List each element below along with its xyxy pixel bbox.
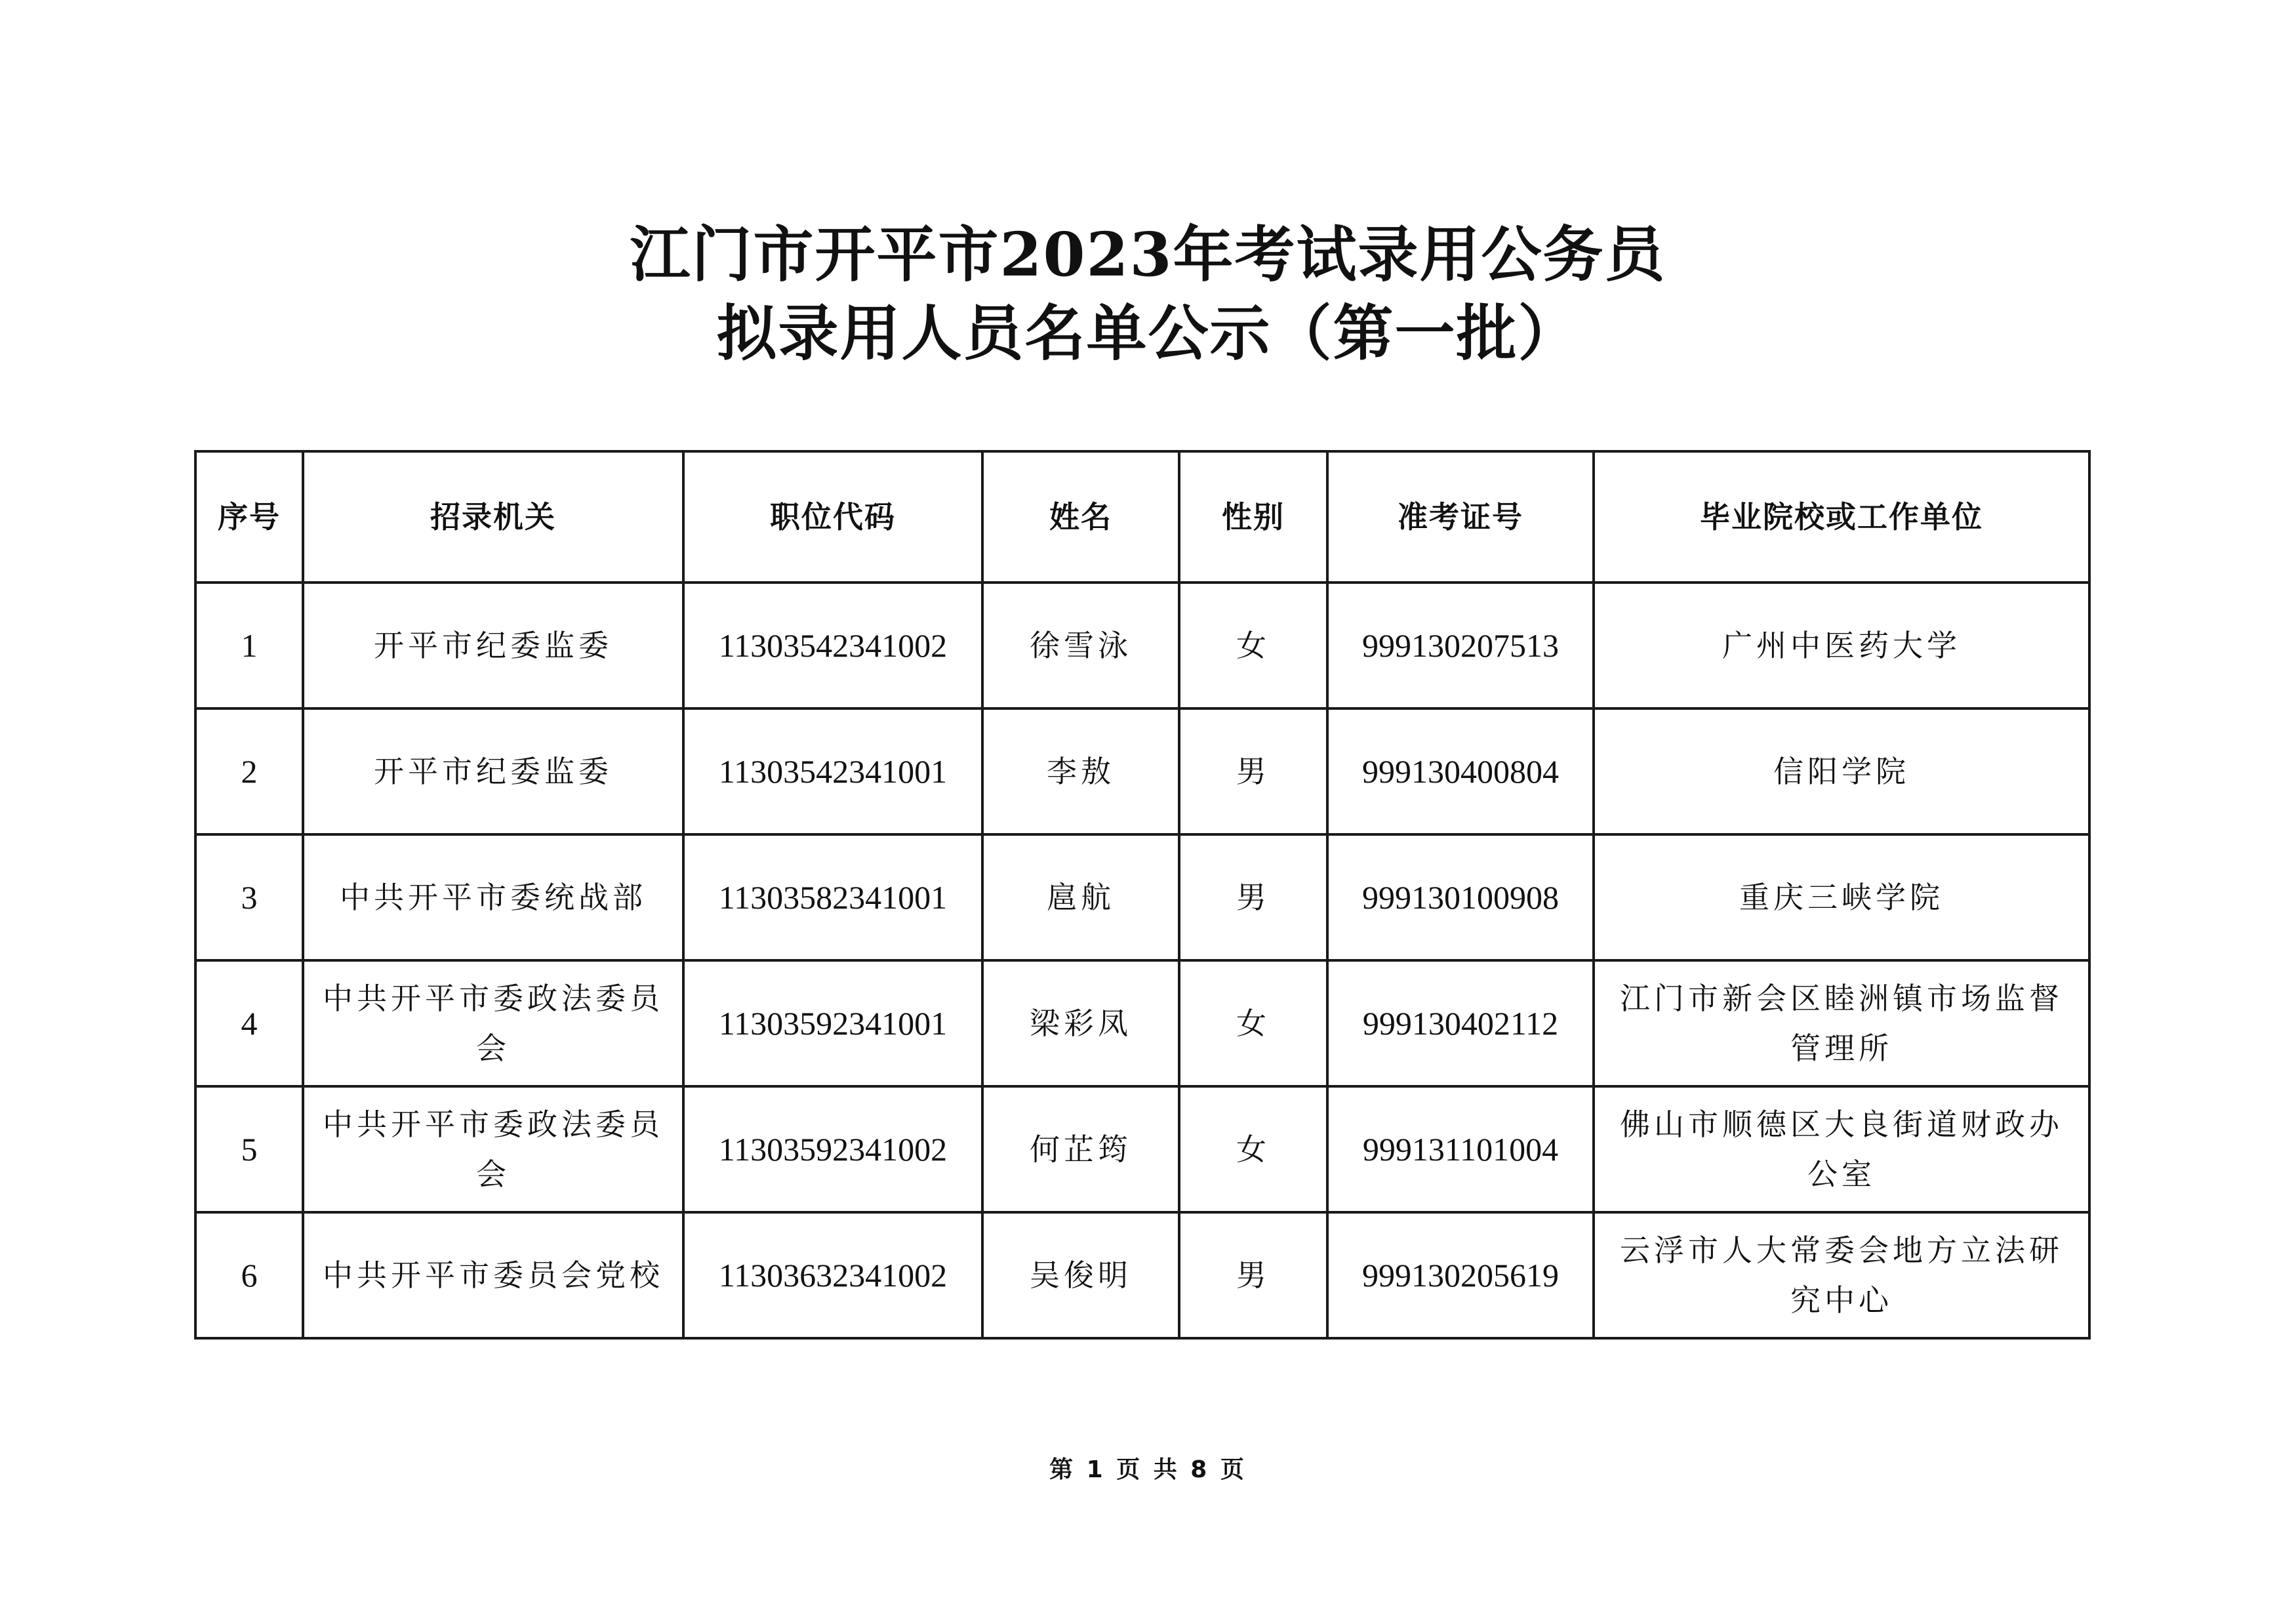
cell-position-code: 11303592341001 — [683, 960, 982, 1086]
cell-recruiting-organ: 中共开平市委政法委员会 — [303, 1086, 683, 1212]
cell-gender: 男 — [1179, 1212, 1327, 1338]
table-row — [195, 1212, 2089, 1338]
table-row — [195, 583, 2089, 708]
cell-recruiting-organ: 中共开平市委政法委员会 — [303, 960, 683, 1086]
page-number: 第 1 页 共 8 页 — [1049, 1456, 1247, 1483]
cell-recruiting-organ: 开平市纪委监委 — [303, 583, 683, 708]
cell-school-or-workplace: 信阳学院 — [1594, 708, 2089, 834]
cell-school-or-workplace: 云浮市人大常委会地方立法研究中心 — [1594, 1212, 2089, 1338]
header-exam-number: 准考证号 — [1327, 451, 1594, 583]
cell-exam-number: 999130402112 — [1327, 960, 1594, 1086]
cell-gender: 男 — [1179, 708, 1327, 834]
table-row — [195, 1086, 2089, 1212]
cell-name: 梁彩凤 — [982, 960, 1179, 1086]
cell-name: 李敖 — [982, 708, 1179, 834]
cell-exam-number: 999130400804 — [1327, 708, 1594, 834]
document-title-line-2: 拟录用人员名单公示（第一批） — [716, 298, 1580, 369]
header-position-code: 职位代码 — [683, 451, 982, 583]
cell-name: 徐雪泳 — [982, 583, 1179, 708]
cell-index: 1 — [195, 583, 303, 708]
cell-position-code: 11303542341002 — [683, 583, 982, 708]
header-school-or-workplace: 毕业院校或工作单位 — [1594, 451, 2089, 583]
cell-index: 3 — [195, 834, 303, 960]
cell-exam-number: 999130205619 — [1327, 1212, 1594, 1338]
table-row — [195, 960, 2089, 1086]
cell-school-or-workplace: 重庆三峡学院 — [1594, 834, 2089, 960]
header-recruiting-organ: 招录机关 — [303, 451, 683, 583]
cell-gender: 女 — [1179, 960, 1327, 1086]
table-row — [195, 708, 2089, 834]
cell-position-code: 11303542341001 — [683, 708, 982, 834]
document-title-line-1: 江门市开平市2023年考试录用公务员 — [630, 219, 1666, 290]
cell-recruiting-organ: 开平市纪委监委 — [303, 708, 683, 834]
header-index: 序号 — [195, 451, 303, 583]
header-gender: 性别 — [1179, 451, 1327, 583]
cell-name: 何芷筠 — [982, 1086, 1179, 1212]
cell-school-or-workplace: 江门市新会区睦洲镇市场监督管理所 — [1594, 960, 2089, 1086]
cell-position-code: 11303592341002 — [683, 1086, 982, 1212]
cell-gender: 女 — [1179, 583, 1327, 708]
cell-exam-number: 999131101004 — [1327, 1086, 1594, 1212]
cell-gender: 女 — [1179, 1086, 1327, 1212]
header-name: 姓名 — [982, 451, 1179, 583]
candidate-table — [194, 450, 2091, 1340]
cell-school-or-workplace: 广州中医药大学 — [1594, 583, 2089, 708]
cell-school-or-workplace: 佛山市顺德区大良街道财政办公室 — [1594, 1086, 2089, 1212]
table-row — [195, 834, 2089, 960]
cell-name: 扈航 — [982, 834, 1179, 960]
cell-gender: 男 — [1179, 834, 1327, 960]
cell-exam-number: 999130100908 — [1327, 834, 1594, 960]
cell-recruiting-organ: 中共开平市委统战部 — [303, 834, 683, 960]
cell-index: 2 — [195, 708, 303, 834]
cell-position-code: 11303632341002 — [683, 1212, 982, 1338]
cell-recruiting-organ: 中共开平市委员会党校 — [303, 1212, 683, 1338]
cell-index: 4 — [195, 960, 303, 1086]
cell-exam-number: 999130207513 — [1327, 583, 1594, 708]
cell-name: 吴俊明 — [982, 1212, 1179, 1338]
table-header-row — [195, 451, 2089, 583]
cell-index: 5 — [195, 1086, 303, 1212]
cell-position-code: 11303582341001 — [683, 834, 982, 960]
cell-index: 6 — [195, 1212, 303, 1338]
